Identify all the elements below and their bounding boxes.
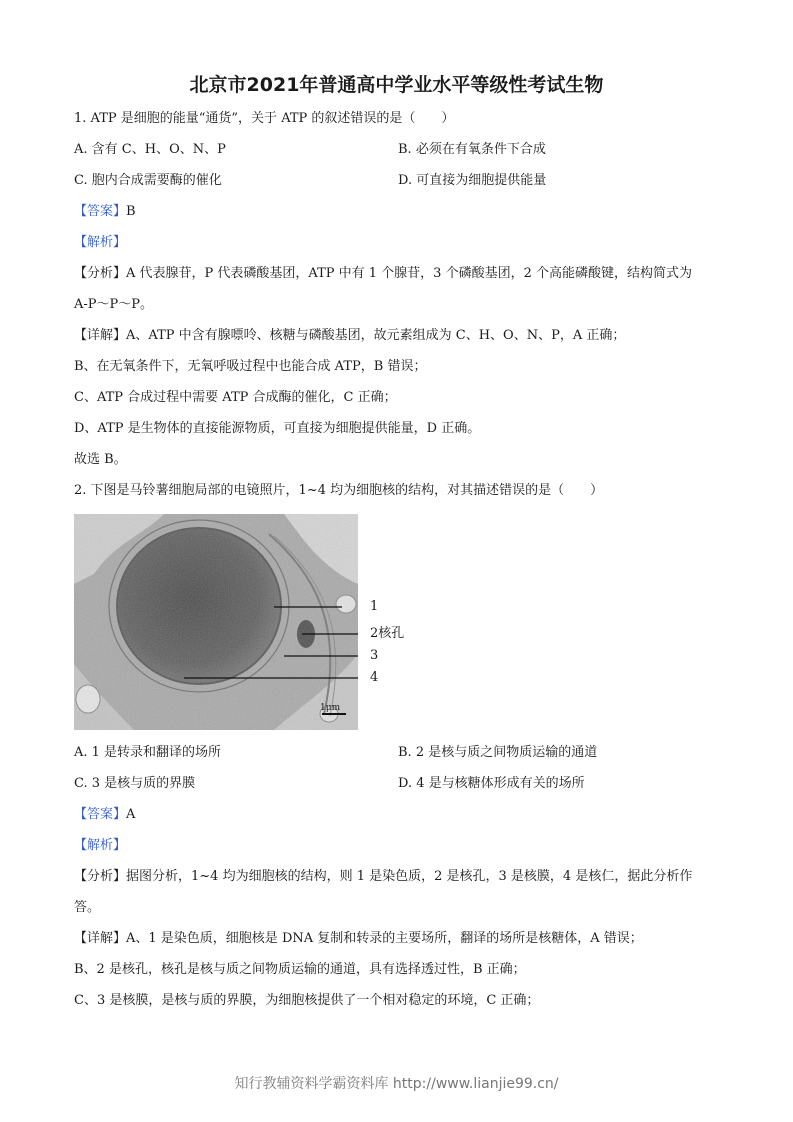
q2-option-d: D. 4 是与核糖体形成有关的场所	[398, 776, 585, 791]
q2-fenxi-cont: 答。	[74, 900, 101, 915]
q2-fenxi	[74, 868, 692, 886]
detail-tag: 【详解】	[74, 931, 127, 946]
detail-text: A、1 是染色质，细胞核是 DNA 复制和转录的主要场所，翻译的场所是核糖体，A 错误；	[126, 931, 643, 946]
fenxi-tag: 【分析】	[74, 266, 127, 281]
micrograph-drawing	[74, 514, 358, 730]
q2-detail	[74, 930, 643, 948]
q2-option-b: B. 2 是核与质之间物质运输的通道	[398, 745, 598, 760]
q1-option-c: C. 胞内合成需要酶的催化	[74, 173, 222, 188]
q2-analysis-tag: 【解析】	[74, 838, 127, 853]
fenxi-text: 据图分析，1~4 均为细胞核的结构，则 1 是染色质，2 是核孔，3 是核膜，4 是核仁，据此分析作	[126, 869, 693, 884]
page-title: 北京市2021年普通高中学业水平等级性考试生物	[189, 74, 604, 96]
q2-option-a: A. 1 是转录和翻译的场所	[74, 745, 222, 760]
q2-detail-c: C、3 是核膜，是核与质的界膜，为细胞核提供了一个相对稳定的环境，C 正确；	[74, 993, 540, 1008]
q1-analysis-tag: 【解析】	[74, 235, 127, 250]
q1-option-d: D. 可直接为细胞提供能量	[398, 173, 547, 188]
fenxi-tag: 【分析】	[74, 869, 127, 884]
q2-stem: 2. 下图是马铃薯细胞局部的电镜照片，1~4 均为细胞核的结构，对其描述错误的是（ ）	[74, 483, 604, 498]
fig-label-3: 3	[370, 648, 379, 663]
scale-bar-label: 1μm	[320, 703, 341, 713]
q1-conclusion: 故选 B。	[74, 452, 127, 467]
fig-label-2: 2核孔	[370, 626, 405, 641]
q1-fenxi-cont: A-P～P～P。	[74, 297, 154, 312]
answer-value: B	[126, 204, 136, 219]
detail-text: A、ATP 中含有腺嘌呤、核糖与磷酸基团，故元素组成为 C、H、O、N、P，A 正确；	[126, 328, 626, 343]
q2-option-c: C. 3 是核与质的界膜	[74, 776, 196, 791]
q1-stem: 1. ATP 是细胞的能量“通货”，关于 ATP 的叙述错误的是（ ）	[74, 111, 455, 126]
fenxi-text: A 代表腺苷，P 代表磷酸基团，ATP 中有 1 个腺苷，3 个磷酸基团，2 个高能磷酸键，结构简式为	[126, 266, 692, 281]
q1-detail	[74, 327, 625, 345]
q1-detail-d: D、ATP 是生物体的直接能源物质，可直接为细胞提供能量，D 正确。	[74, 421, 481, 436]
q1-fenxi	[74, 265, 692, 283]
q1-detail-b: B、在无氧条件下，无氧呼吸过程中也能合成 ATP，B 错误；	[74, 359, 427, 374]
q2-answer	[74, 806, 135, 824]
page-footer: 知行教辅资料学霸资料库 http://www.lianjie99.cn/	[234, 1076, 559, 1092]
fig-label-1: 1	[370, 599, 379, 614]
answer-value: A	[126, 807, 136, 822]
q1-option-b: B. 必须在有氧条件下合成	[398, 142, 546, 157]
q1-detail-c: C、ATP 合成过程中需要 ATP 合成酶的催化，C 正确；	[74, 390, 397, 405]
answer-tag: 【答案】	[74, 807, 127, 822]
fig-label-4: 4	[370, 670, 379, 685]
detail-tag: 【详解】	[74, 328, 127, 343]
q2-detail-b: B、2 是核孔，核孔是核与质之间物质运输的通道，具有选择透过性，B 正确；	[74, 962, 526, 977]
em-micrograph	[74, 514, 358, 730]
answer-tag: 【答案】	[74, 204, 127, 219]
q1-answer	[74, 203, 136, 221]
q1-option-a: A. 含有 C、H、O、N、P	[74, 142, 226, 157]
